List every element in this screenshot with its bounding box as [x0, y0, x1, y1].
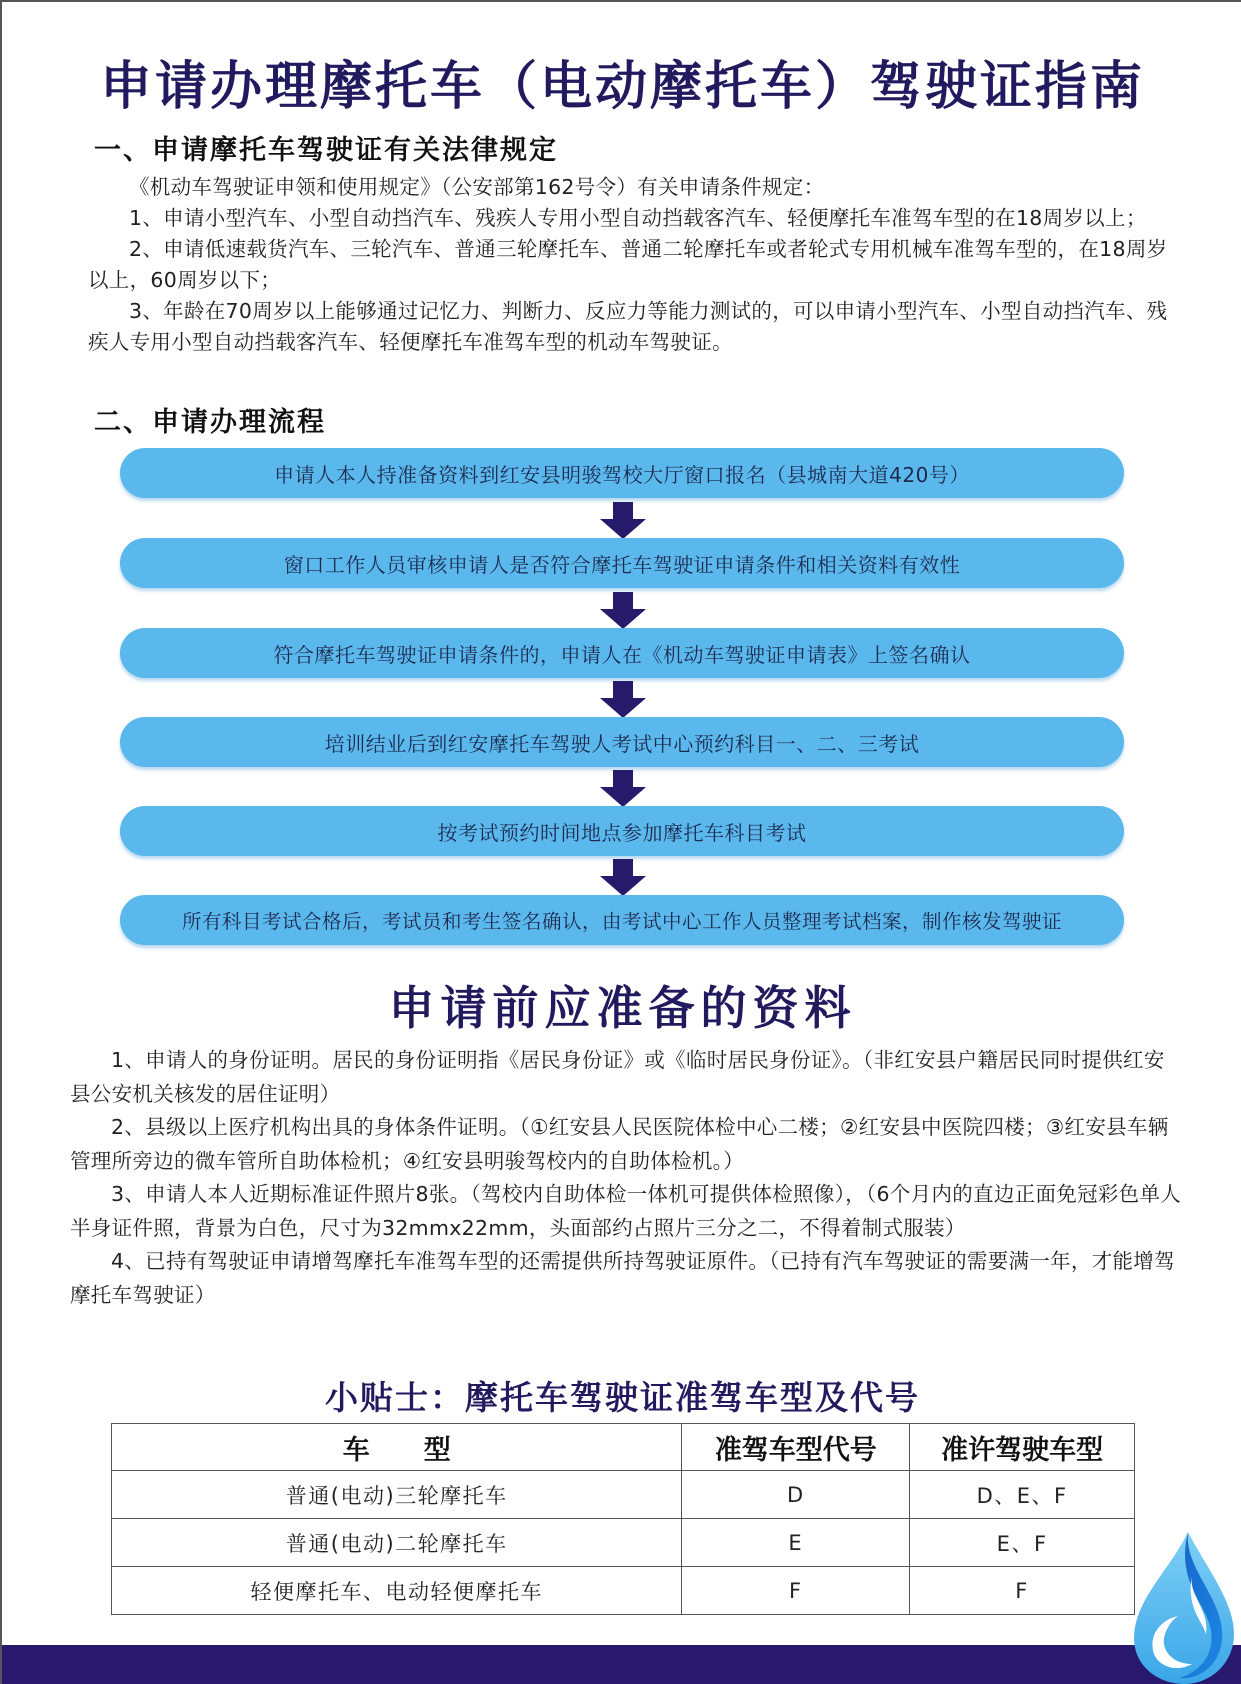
arrow-down-icon: [600, 681, 646, 719]
materials-heading: 申请前应准备的资料: [388, 981, 857, 1035]
tips-heading: 小贴士：摩托车驾驶证准驾车型及代号: [325, 1378, 920, 1417]
water-drop-logo-icon: [1130, 1530, 1236, 1684]
cell-code: F: [682, 1567, 910, 1615]
cell-permitted: D、E、F: [910, 1471, 1135, 1519]
section2-heading: 二、申请办理流程: [94, 407, 326, 438]
arrow-down-icon: [600, 859, 646, 897]
section1-heading: 一、申请摩托车驾驶证有关法律规定: [94, 135, 558, 166]
material-item-1: 1、申请人的身份证明。居民的身份证明指《居民身份证》或《临时居民身份证》。（非红安县户籍居民同时提供红安县公安机关核发的居住证明）: [70, 1048, 1165, 1106]
flow-step-2: 窗口工作人员审核申请人是否符合摩托车驾驶证申请条件和相关资料有效性: [120, 538, 1124, 588]
cell-vehicle-type: 轻便摩托车、电动轻便摩托车: [112, 1567, 682, 1615]
material-item-3: 3、申请人本人近期标准证件照片8张。（驾校内自助体检一体机可提供体检照像），（6个月内的直边正面免冠彩色单人半身证件照，背景为白色，尺寸为32mmx22mm，头面部约占照片三分之二，不得着制式服装）: [70, 1182, 1182, 1240]
material-item-4: 4、已持有驾驶证申请增驾摩托车准驾车型的还需提供所持驾驶证原件。（已持有汽车驾驶证的需要满一年，才能增驾摩托车驾驶证）: [70, 1249, 1175, 1307]
column-header-permitted: 准许驾驶车型: [910, 1424, 1135, 1471]
law-item-1: 1、申请小型汽车、小型自动挡汽车、残疾人专用小型自动挡载客汽车、轻便摩托车准驾车型的在18周岁以上；: [129, 206, 1147, 230]
cell-permitted: F: [910, 1567, 1135, 1615]
column-header-vehicle-type: 车 型: [112, 1424, 682, 1471]
law-intro: 《机动车驾驶证申领和使用规定》（公安部第162号令）有关申请条件规定：: [129, 175, 825, 199]
material-item-2: 2、县级以上医疗机构出具的身体条件证明。（①红安县人民医院体检中心二楼；②红安县中医院四楼；③红安县车辆管理所旁边的微车管所自助体检机；④红安县明骏驾校内的自助体检机。）: [70, 1115, 1169, 1173]
law-provisions: [88, 172, 1173, 358]
arrow-down-icon: [600, 592, 646, 630]
footer-band: [2, 1645, 1241, 1684]
flow-step-3: 符合摩托车驾驶证申请条件的，申请人在《机动车驾驶证申请表》上签名确认: [120, 628, 1124, 678]
cell-vehicle-type: 普通(电动)二轮摩托车: [112, 1519, 682, 1567]
page-title: 申请办理摩托车（电动摩托车）驾驶证指南: [99, 57, 1145, 117]
cell-code: D: [682, 1471, 910, 1519]
materials-list: [70, 1044, 1182, 1312]
column-header-code: 准驾车型代号: [682, 1424, 910, 1471]
cell-vehicle-type: 普通(电动)三轮摩托车: [112, 1471, 682, 1519]
law-item-3: 3、年龄在70周岁以上能够通过记忆力、判断力、反应力等能力测试的，可以申请小型汽车、小型自动挡汽车、残疾人专用小型自动挡载客汽车、轻便摩托车准驾车型的机动车驾驶证。: [88, 299, 1168, 354]
flow-step-5: 按考试预约时间地点参加摩托车科目考试: [120, 806, 1124, 856]
table-header-row: [112, 1424, 1135, 1471]
flow-step-1: 申请人本人持准备资料到红安县明骏驾校大厅窗口报名（县城南大道420号）: [120, 448, 1124, 498]
table-row: [112, 1519, 1135, 1567]
arrow-down-icon: [600, 502, 646, 540]
arrow-down-icon: [600, 770, 646, 808]
cell-code: E: [682, 1519, 910, 1567]
table-row: [112, 1471, 1135, 1519]
flow-step-4: 培训结业后到红安摩托车驾驶人考试中心预约科目一、二、三考试: [120, 717, 1124, 767]
license-code-table: [111, 1423, 1135, 1615]
cell-permitted: E、F: [910, 1519, 1135, 1567]
flow-step-6: 所有科目考试合格后，考试员和考生签名确认，由考试中心工作人员整理考试档案，制作核发驾驶证: [120, 895, 1124, 945]
law-item-2: 2、申请低速载货汽车、三轮汽车、普通三轮摩托车、普通二轮摩托车或者轮式专用机械车准驾车型的，在18周岁以上，60周岁以下；: [88, 237, 1168, 292]
table-row: [112, 1567, 1135, 1615]
